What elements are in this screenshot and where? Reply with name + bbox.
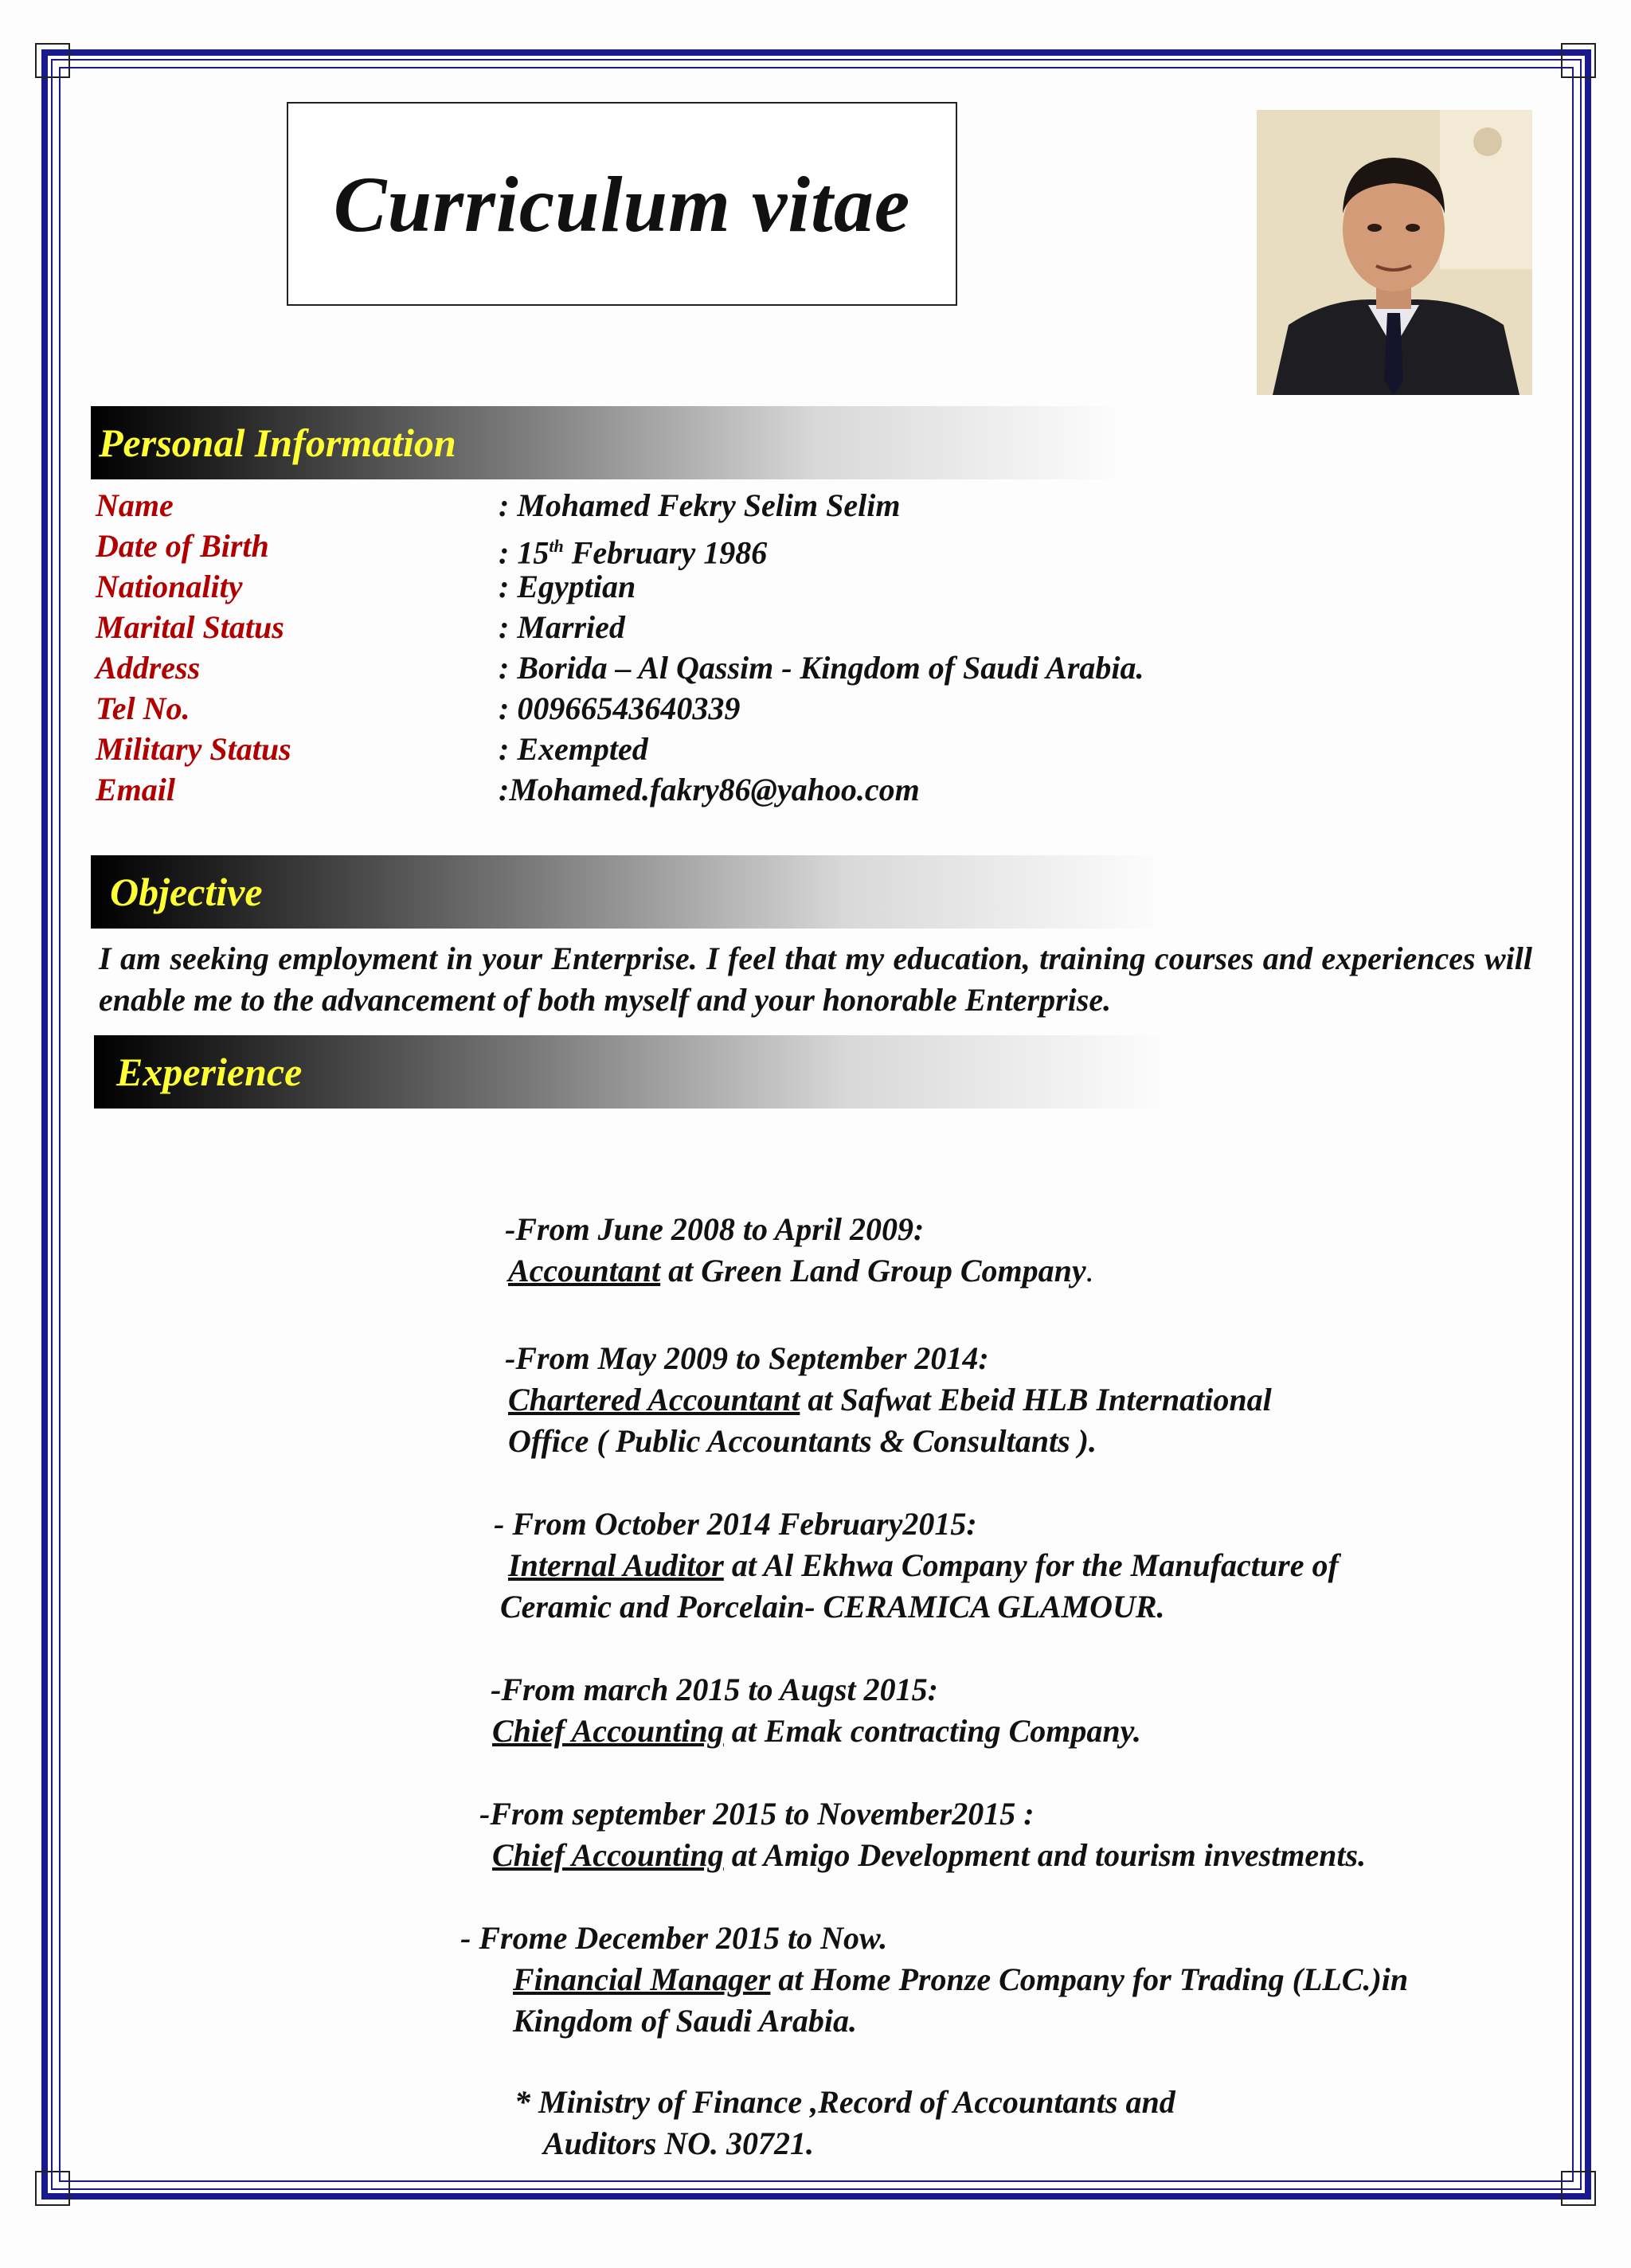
page-title: Curriculum vitae xyxy=(333,159,911,248)
info-value xyxy=(499,526,767,573)
company-text: at Home Pronze Company for Trading (LLC.)in xyxy=(770,1961,1409,1997)
info-label: Date of Birth xyxy=(96,528,269,564)
dob-day: : 15 xyxy=(499,534,550,571)
experience-role-line xyxy=(508,1250,1094,1292)
info-value: : Married xyxy=(499,609,625,645)
experience-period: -From march 2015 to Augst 2015: xyxy=(491,1672,938,1707)
experience-role-line xyxy=(508,1379,1272,1421)
experience-detail-line: Kingdom of Saudi Arabia. xyxy=(513,2003,857,2039)
info-value: : Exempted xyxy=(499,731,648,767)
section-title: Objective xyxy=(110,870,263,914)
company-text: at Green Land Group Company xyxy=(660,1253,1086,1288)
info-label: Address xyxy=(96,650,201,686)
job-title: Chartered Accountant xyxy=(508,1382,800,1418)
info-value: : Mohamed Fekry Selim Selim xyxy=(499,487,901,523)
experience-detail-line: Office ( Public Accountants & Consultants ). xyxy=(508,1423,1097,1459)
job-title: Financial Manager xyxy=(513,1961,771,1997)
section-header-objective xyxy=(91,855,1166,929)
info-row-dob xyxy=(96,526,1449,571)
experience-period: -From June 2008 to April 2009: xyxy=(505,1211,925,1247)
experience-role-line xyxy=(508,1545,1339,1586)
info-label: Tel No. xyxy=(96,690,190,726)
info-row-email xyxy=(96,770,1449,810)
experience-role-line xyxy=(492,1711,1141,1752)
company-text: at Safwat Ebeid HLB International xyxy=(800,1382,1272,1418)
info-row-marital xyxy=(96,608,1449,647)
info-row-address xyxy=(96,648,1449,688)
company-text: at Amigo Development and tourism investments. xyxy=(723,1837,1367,1873)
info-row-name xyxy=(96,486,1449,526)
trailing-dot: . xyxy=(1085,1253,1094,1288)
info-row-military xyxy=(96,729,1449,769)
company-text: at Al Ekhwa Company for the Manufacture of xyxy=(723,1547,1339,1583)
objective-text: I am seeking employment in your Enterprise. I feel that my education, training courses and experiences will enable me to the advancement of both myself and your honorable Enterprise. xyxy=(99,940,1532,1018)
job-title: Chief Accounting xyxy=(492,1713,724,1749)
info-value: : Egyptian xyxy=(499,569,636,604)
experience-detail-line: Ceramic and Porcelain- CERAMICA GLAMOUR. xyxy=(500,1589,1165,1625)
section-title: Personal Information xyxy=(99,420,456,465)
job-title: Chief Accounting xyxy=(492,1837,724,1873)
info-label: Military Status xyxy=(96,731,291,767)
info-label: Nationality xyxy=(96,569,243,604)
certification-note-line2: Auditors NO. 30721. xyxy=(543,2125,815,2161)
experience-role-line xyxy=(513,1959,1408,2000)
experience-role-line xyxy=(492,1835,1366,1876)
experience-period: -From May 2009 to September 2014: xyxy=(505,1340,989,1376)
border-corner-ornament xyxy=(1561,43,1596,78)
profile-photo xyxy=(1257,110,1532,395)
job-title: Accountant xyxy=(508,1253,661,1288)
section-header-experience xyxy=(94,1035,1169,1109)
experience-period: - From October 2014 February2015: xyxy=(494,1506,977,1542)
experience-period: -From september 2015 to November2015 : xyxy=(479,1796,1035,1832)
info-value: : Borida – Al Qassim - Kingdom of Saudi Arabia. xyxy=(499,650,1144,686)
info-value: : 00966543640339 xyxy=(499,690,741,726)
dob-month-year: February 1986 xyxy=(563,534,768,571)
border-corner-ornament xyxy=(1561,2171,1596,2206)
border-corner-ornament xyxy=(35,43,70,78)
email-link[interactable]: :Mohamed.fakry86@yahoo.com xyxy=(499,772,920,807)
info-label: Email xyxy=(96,772,176,807)
section-header-personal xyxy=(91,406,1126,479)
company-text: at Emak contracting Company. xyxy=(723,1713,1141,1749)
job-title: Internal Auditor xyxy=(508,1547,724,1583)
info-label: Marital Status xyxy=(96,609,284,645)
experience-period: - Frome December 2015 to Now. xyxy=(460,1920,888,1956)
dob-ordinal: th xyxy=(549,536,564,556)
info-label: Name xyxy=(96,487,174,523)
section-title: Experience xyxy=(116,1050,303,1094)
certification-note: * Ministry of Finance ,Record of Accountants and xyxy=(514,2084,1175,2120)
border-corner-ornament xyxy=(35,2171,70,2206)
title-box xyxy=(287,102,957,306)
info-row-nationality xyxy=(96,567,1449,607)
info-row-tel xyxy=(96,689,1449,729)
